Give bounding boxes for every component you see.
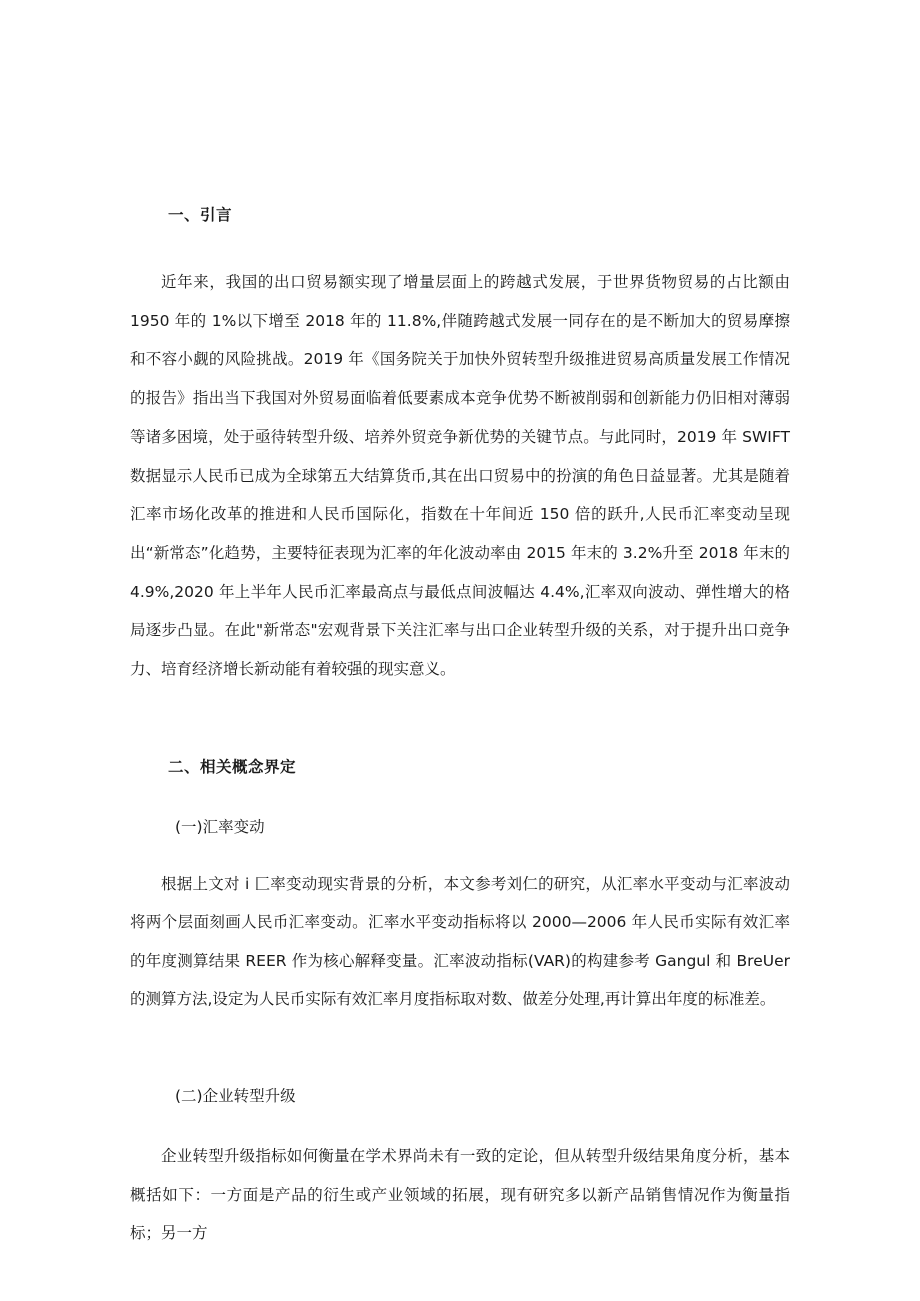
section-heading-introduction: 一、引言 <box>168 206 233 224</box>
enterprise-upgrading-paragraph: 企业转型升级指标如何衡量在学术界尚未有一致的定论，但从转型升级结果角度分析，基本概括如下：一方面是产品的衍生或产业领域的拓展，现有研究多以新产品销售情况作为衡量指标；另一方 <box>130 1147 790 1242</box>
subsection-heading-exchange-rate: (一)汇率变动 <box>175 818 265 836</box>
exchange-rate-paragraph: 根据上文对 i 匚率变动现实背景的分析，本文参考刘仁的研究，从汇率水平变动与汇率波动将两个层面刻画人民币汇率变动。汇率水平变动指标将以 2000—2006 年人民币实际有效汇率的年度测算结果 REER 作为核心解释变量。汇率波动指标(VAR)的构建参考 Gangul 和 BreUer 的测算方法,设定为人民币实际有效汇率月度指标取对数、做差分处理,再计算出年度的标准差。 <box>130 875 790 1008</box>
section-heading-concepts: 二、相关概念界定 <box>168 758 297 776</box>
introduction-paragraph: 近年来，我国的出口贸易额实现了增量层面上的跨越式发展，于世界货物贸易的占比额由 1950 年的 1%以下增至 2018 年的 11.8%,伴随跨越式发展一同存在的是不断加大的贸易摩擦和不容小觑的风险挑战。2019 年《国务院关于加快外贸转型升级推进贸易高质量发展工作情况的报告》指出当下我国对外贸易面临着低要素成本竞争优势不断被削弱和创新能力仍旧相对薄弱等诸多困境，处于亟待转型升级、培养外贸竞争新优势的关键节点。与此同时，2019 年 SWIFT 数据显示人民币已成为全球第五大结算货币,其在出口贸易中的扮演的角色日益显著。尤其是随着汇率市场化改革的推进和人民币国际化，指数在十年间近 150 倍的跃升,人民币汇率变动呈现出“新常态”化趋势，主要特征表现为汇率的年化波动率由 2015 年末的 3.2%升至 2018 年末的 4.9%,2020 年上半年人民币汇率最高点与最低点间波幅达 4.4%,汇率双向波动、弹性增大的格局逐步凸显。在此"新常态"宏观背景下关注汇率与出口企业转型升级的关系，对于提升出口竞争力、培育经济增长新动能有着较强的现实意义。 <box>130 273 790 679</box>
subsection-heading-enterprise-upgrading: (二)企业转型升级 <box>175 1087 296 1105</box>
